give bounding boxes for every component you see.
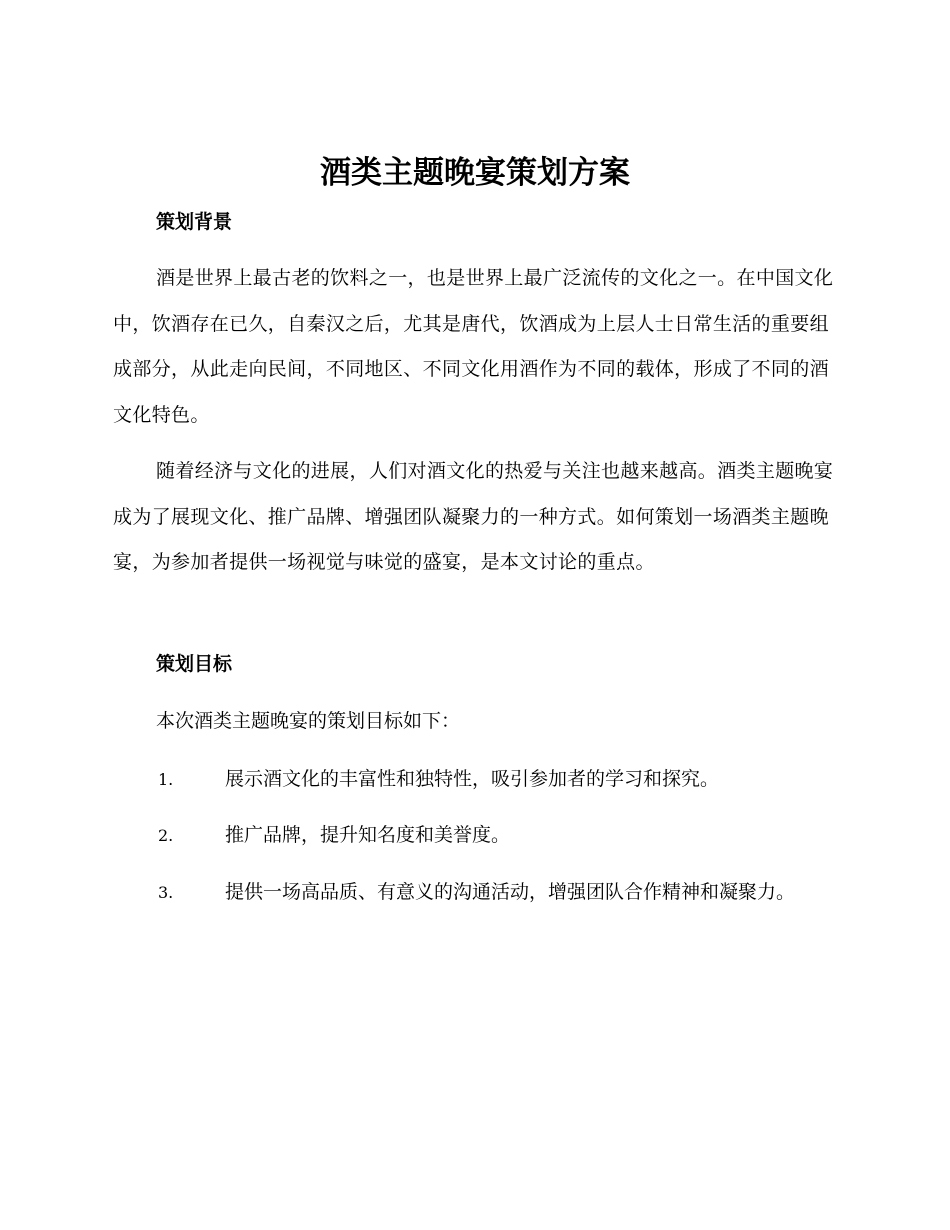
list-text: 推广品牌，提升知名度和美誉度。	[225, 824, 511, 846]
goal-list-item	[113, 813, 835, 859]
list-text: 展示酒文化的丰富性和独特性，吸引参加者的学习和探究。	[225, 768, 720, 790]
goal-list-item	[113, 870, 835, 916]
goals-intro: 本次酒类主题晚宴的策划目标如下：	[156, 710, 461, 732]
section-heading-goals: 策划目标	[156, 653, 233, 675]
list-number: 3.	[158, 883, 174, 902]
goal-list-item	[113, 757, 835, 803]
list-text: 提供一场高品质、有意义的沟通活动，增强团队合作精神和凝聚力。	[225, 881, 796, 903]
list-number: 1.	[158, 770, 174, 789]
section-heading-background: 策划背景	[156, 211, 233, 233]
background-paragraph-1: 酒是世界上最古老的饮料之一，也是世界上最广泛流传的文化之一。在中国文化中，饮酒存在已久，自秦汉之后，尤其是唐代，饮酒成为上层人士日常生活的重要组成部分，从此走向民间，不同地区、不同文化用酒作为不同的载体，形成了不同的酒文化特色。	[113, 267, 834, 426]
document-title: 酒类主题晚宴策划方案	[320, 155, 630, 191]
list-number: 2.	[158, 826, 174, 845]
background-paragraph-2: 随着经济与文化的进展，人们对酒文化的热爱与关注也越来越高。酒类主题晚宴成为了展现文化、推广品牌、增强团队凝聚力的一种方式。如何策划一场酒类主题晚宴，为参加者提供一场视觉与味觉的盛宴，是本文讨论的重点。	[113, 460, 834, 573]
